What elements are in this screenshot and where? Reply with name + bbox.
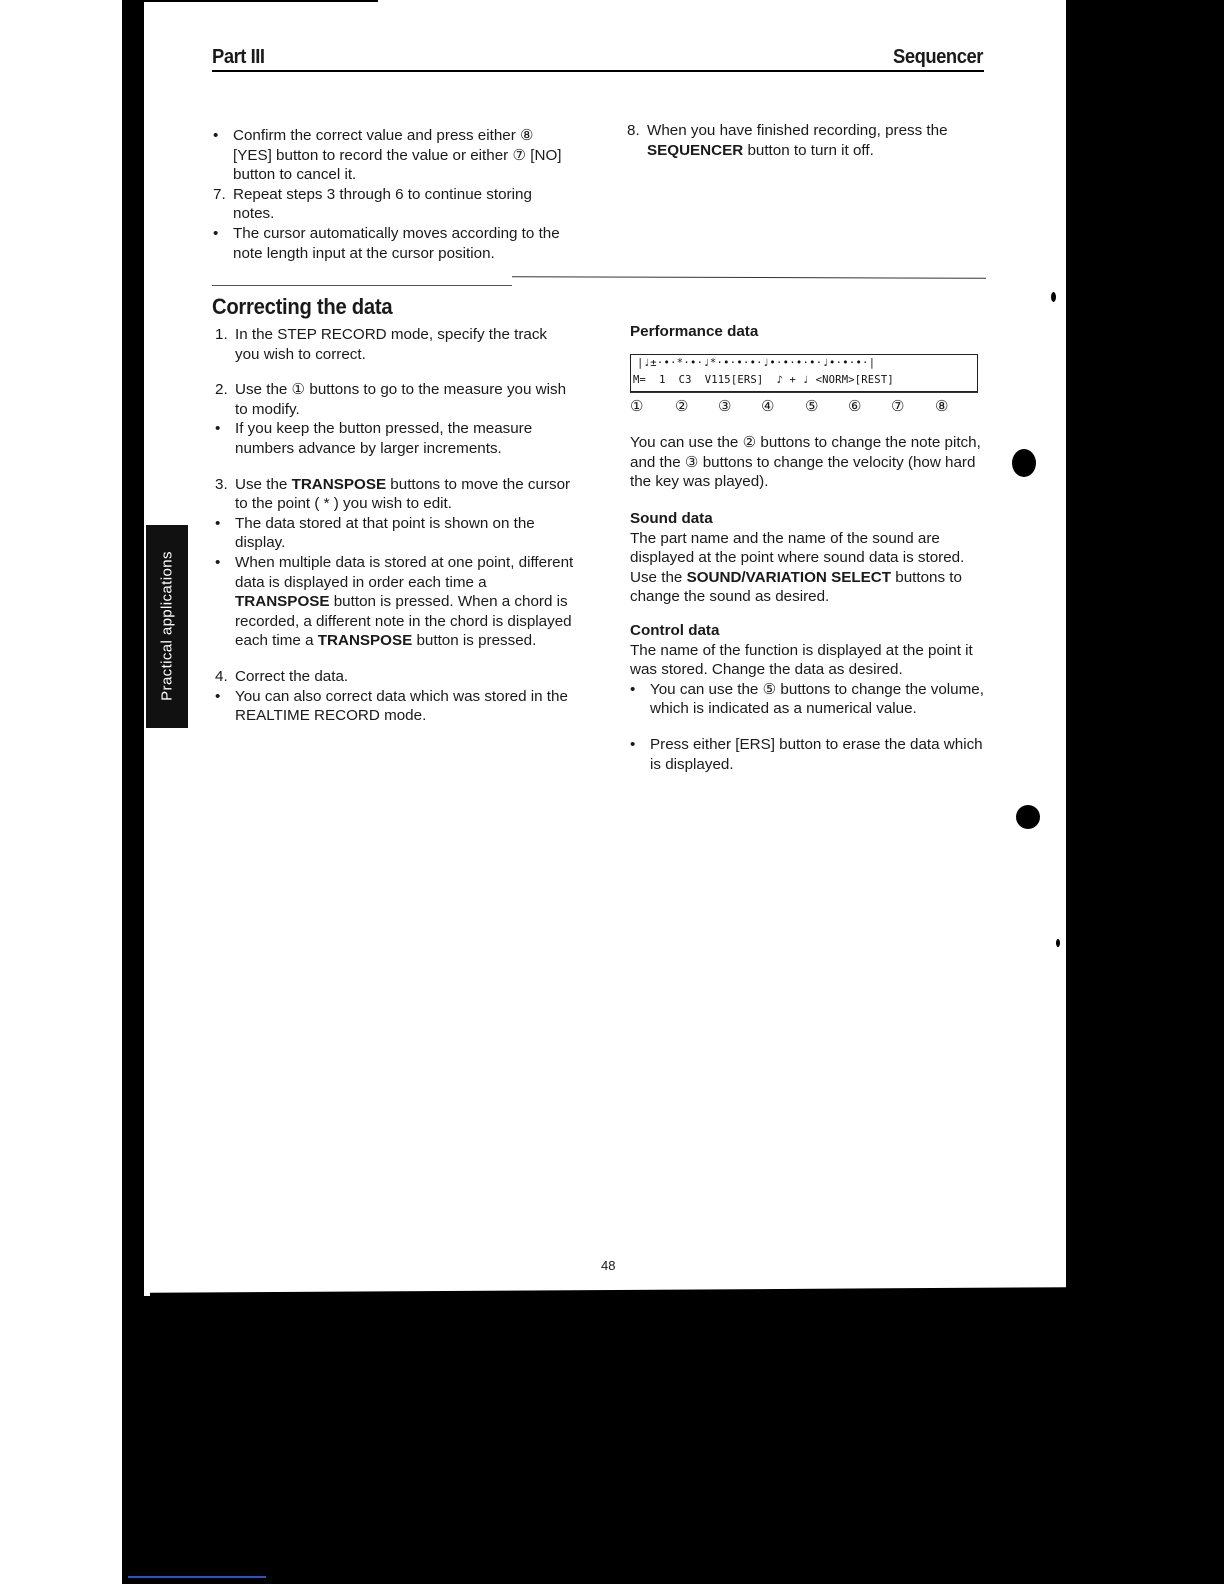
item-text: Confirm the correct value and press either ⑧ [YES] button to record the value or either ⑦ [NO] button to cancel it. <box>233 127 562 184</box>
lcd-number-label: ④ <box>761 398 775 415</box>
section-title: Correcting the data <box>212 294 393 319</box>
spacer <box>215 651 575 667</box>
item-text: You can also correct data which was stored in the REALTIME RECORD mode. <box>235 687 568 725</box>
lcd-number-label: ⑥ <box>848 398 862 415</box>
scan-border-left <box>122 0 144 1310</box>
lcd-number-label: ① <box>630 398 644 415</box>
bottom-link-line <box>128 1576 266 1578</box>
side-tab <box>146 525 188 728</box>
top-left-column <box>213 126 573 263</box>
sound-block <box>630 509 988 607</box>
item-marker: • <box>213 224 219 242</box>
item-marker: 2. <box>215 381 228 399</box>
page-number: 48 <box>601 1258 616 1273</box>
step-item <box>215 553 575 651</box>
item-text: Use the TRANSPOSE buttons to move the cursor to the point ( * ) you wish to edit. <box>235 475 571 513</box>
binding-hole-2 <box>1016 805 1040 829</box>
lcd-display <box>630 354 978 392</box>
top-left-item <box>213 224 573 263</box>
lcd-number-label: ② <box>675 398 689 415</box>
item-marker: 7. <box>213 185 226 203</box>
outer-margin <box>0 0 122 1584</box>
lcd-underline <box>630 392 978 393</box>
item-text: When multiple data is stored at one point, different data is displayed in order each time a TRANSPOSE button is pressed. When a chord is recorded, a different note in the chord is displayed each time a TRANSPOSE button is pressed. <box>235 553 574 650</box>
item-text: Repeat steps 3 through 6 to continue storing notes. <box>233 185 532 223</box>
spacer <box>630 719 988 735</box>
lcd-number-label: ⑤ <box>805 398 819 415</box>
performance-description: You can use the ② buttons to change the note pitch, and the ③ buttons to change the velocity (how hard the key was played). <box>630 434 981 491</box>
control-block <box>630 621 988 774</box>
scan-border-bottom <box>122 1296 1224 1584</box>
control-description: The name of the function is displayed at the point it was stored. Change the data as desired. <box>630 641 973 679</box>
top-left-item <box>213 126 573 185</box>
control-title: Control data <box>630 622 720 639</box>
item-text: The cursor automatically moves according to the note length input at the cursor position. <box>233 224 560 262</box>
step-item <box>215 514 575 553</box>
spacer <box>215 364 575 380</box>
edge-mark-1 <box>1051 292 1056 302</box>
step-item <box>215 667 575 687</box>
lcd-row-1: |♩±·•·*·•·♩*·•·•·•·♩•·•·•·•·♩•·•·•·| <box>637 357 876 369</box>
lcd-number-label: ⑦ <box>891 398 905 415</box>
scan-top-line <box>144 0 378 2</box>
side-tab-label: Practical applications <box>158 551 176 701</box>
item-marker: 3. <box>215 475 228 493</box>
item-text: In the STEP RECORD mode, specify the track you wish to correct. <box>235 326 548 363</box>
control-bullets <box>630 680 988 774</box>
step-item <box>215 419 575 458</box>
performance-title: Performance data <box>630 323 759 340</box>
top-right-item <box>627 121 987 160</box>
item-marker: 8. <box>627 122 640 139</box>
control-bullet <box>630 735 988 774</box>
lcd-number-label: ⑧ <box>935 398 949 415</box>
item-marker: • <box>630 680 636 698</box>
item-text: If you keep the button pressed, the measure numbers advance by larger increments. <box>235 420 533 457</box>
item-marker: • <box>630 735 636 753</box>
item-marker: • <box>215 420 221 438</box>
top-right-column <box>627 121 987 160</box>
step-item <box>215 325 575 364</box>
item-text: Correct the data. <box>235 667 349 685</box>
lcd-row-2: M= 1 C3 V115[ERS] ♪ + ♩ <NORM>[REST] <box>633 374 894 386</box>
item-marker: • <box>215 553 221 571</box>
sound-description: The part name and the name of the sound are displayed at the point where sound data is stored. Use the SOUND/VARIATION SELECT buttons to change the sound as desired. <box>630 529 965 606</box>
item-text: Press either [ERS] button to erase the data which is displayed. <box>650 735 983 773</box>
section-rule-left <box>212 285 512 286</box>
step-item <box>215 475 575 514</box>
top-left-item <box>213 185 573 224</box>
item-marker: • <box>215 687 221 705</box>
performance-text <box>630 433 987 492</box>
item-text: The data stored at that point is shown on the display. <box>235 514 535 552</box>
step-item <box>215 687 575 726</box>
spacer <box>215 459 575 475</box>
item-text: When you have finished recording, press the SEQUENCER button to turn it off. <box>647 122 948 159</box>
item-marker: 1. <box>215 326 228 343</box>
performance-block <box>630 322 990 342</box>
control-bullet <box>630 680 988 719</box>
header-section: Sequencer <box>893 46 983 68</box>
lcd-number-label: ③ <box>718 398 732 415</box>
edge-mark-2 <box>1056 939 1060 947</box>
item-text: You can use the ⑤ buttons to change the volume, which is indicated as a numerical value. <box>650 680 984 718</box>
header-rule <box>212 70 984 72</box>
item-marker: • <box>215 514 221 532</box>
item-marker: • <box>213 127 219 144</box>
step-item <box>215 380 575 419</box>
item-text: Use the ① buttons to go to the measure you wish to modify. <box>235 381 567 418</box>
item-marker: 4. <box>215 667 228 685</box>
binding-hole-1 <box>1012 449 1036 477</box>
header-part: Part III <box>212 46 265 68</box>
sound-title: Sound data <box>630 510 713 527</box>
correction-steps <box>215 325 575 726</box>
